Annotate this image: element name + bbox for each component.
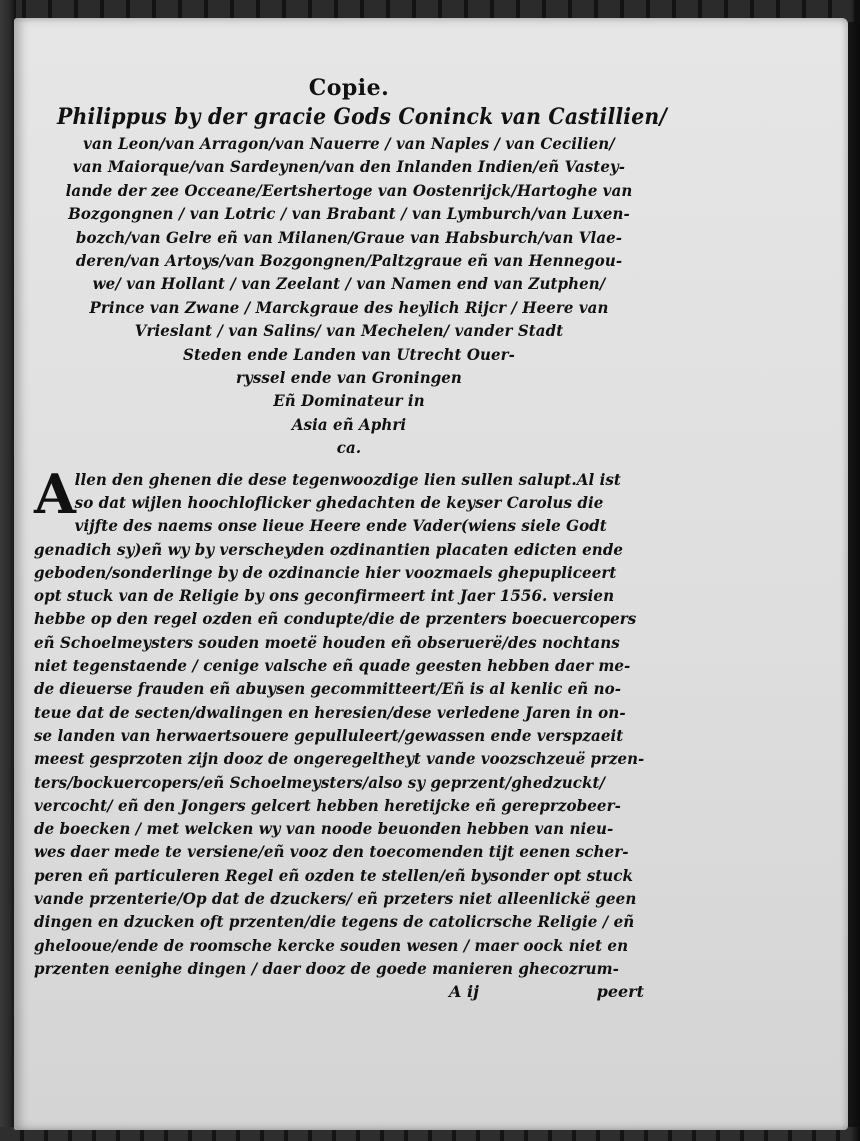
header-title: Copie. [308, 75, 390, 101]
header-line: bozch/van Gelre eñ van Milanen/Graue van Habsburch/van Vlae- [75, 227, 623, 247]
header-line: ca. [336, 438, 362, 458]
header-line: deren/van Artoys/van Bozgongnen/Paltzgraue eñ van Hennegou- [75, 251, 623, 271]
header-line: van Maiorque/van Sardeynen/van den Inlanden Indien/eñ Vastey- [72, 157, 626, 177]
proclamation-header [34, 74, 668, 460]
catchword: peert [596, 982, 644, 1002]
header-line: Vrieslant / van Salins/ van Mechelen/ vander Stadt [134, 321, 564, 341]
body-line: eñ Schoelmeysters souden moetë houden eñ obseruerë/des nochtans [34, 632, 620, 652]
body-line: genadich sy)eñ wy by verscheyden ozdinantien placaten edicten ende [34, 539, 624, 559]
body-line: opt stuck van de Religie by ons geconfirmeert int Jaer 1556. versien [34, 586, 615, 606]
body-line: teue dat de secten/dwalingen en heresien/dese verledene Jaren in on- [34, 702, 626, 722]
printed-text-block [34, 74, 668, 1004]
proclamation-body [34, 461, 664, 981]
body-line: so dat wijlen hoochloflicker ghedachten de keyser Carolus die [74, 492, 604, 512]
header-line: Asia eñ Aphri [291, 414, 407, 434]
body-line: ters/bockuercopers/eñ Schoelmeysters/also sy geprzent/ghedzuckt/ [34, 772, 606, 792]
header-line: ryssel ende van Groningen [236, 368, 462, 388]
body-line: hebbe op den regel ozden eñ condupte/die de przenters boecuercopers [34, 609, 637, 629]
header-line: Bozgongnen / van Lotric / van Brabant / van Lymburch/van Luxen- [68, 204, 630, 224]
body-line: dingen en dzucken oft przenten/die tegens de catolicrsche Religie / eñ [34, 912, 635, 932]
page-right-shadow [850, 0, 860, 1141]
header-line: Steden ende Landen van Utrecht Ouer- [183, 344, 515, 364]
body-line: vercocht/ eñ den Jongers gelcert hebben heretijcke eñ gereprzobeer- [34, 795, 621, 815]
body-line: de boecken / met welcken wy van noode beuonden hebben van nieu- [34, 819, 614, 839]
body-line: geboden/sonderlinge by de ozdinancie hier voozmaels ghepupliceert [34, 562, 617, 582]
body-line: meest gesprzoten zijn dooz de ongeregeltheyt vande voozschzeuë przen- [34, 749, 645, 769]
body-line: de dieuerse frauden eñ abuysen gecommitteert/Eñ is al kenlic eñ no- [34, 679, 622, 699]
body-line: vande przenterie/Op dat de dzuckers/ eñ przeters niet alleenlickë geen [34, 889, 637, 909]
body-line: niet tegenstaende / cenige valsche eñ quade geesten hebben daer me- [34, 656, 631, 676]
signature-mark: A ij [449, 982, 479, 1002]
paper-page [14, 18, 848, 1130]
header-line: lande der zee Occeane/Eertshertoge van Oostenrijck/Hartoghe van [65, 180, 633, 200]
body-line: peren eñ particuleren Regel eñ ozden te stellen/eñ bysonder opt stuck [34, 865, 634, 885]
body-line: se landen van herwaertsouere gepulluleert/gewassen ende verspzaeit [34, 725, 624, 745]
body-line: wes daer mede te versiene/eñ vooz den toecomenden tijt eenen scher- [34, 842, 629, 862]
page-footer [34, 980, 644, 1004]
body-line: llen den ghenen die dese tegenwoozdige lien sullen salupt.Al ist [74, 469, 621, 489]
header-line: Philippus by der gracie Gods Coninck van Castillien/ [56, 104, 668, 130]
header-line: Eñ Dominateur in [273, 391, 425, 411]
body-line: przenten eenighe dingen / daer dooz de goede manieren ghecozrum- [34, 958, 619, 978]
header-line: we/ van Hollant / van Zeelant / van Namen end van Zutphen/ [92, 274, 606, 294]
header-line: Prince van Zwane / Marckgraue des heylich Rijcr / Heere van [89, 297, 609, 317]
drop-cap-initial: A [34, 461, 76, 526]
header-line: van Leon/van Arragon/van Nauerre / van Naples / van Cecilien/ [83, 134, 615, 153]
body-line: vijfte des naems onse lieue Heere ende Vader(wiens siele Godt [74, 516, 607, 536]
body-line: ghelooue/ende de roomsche kercke souden wesen / maer oock niet en [34, 935, 629, 955]
